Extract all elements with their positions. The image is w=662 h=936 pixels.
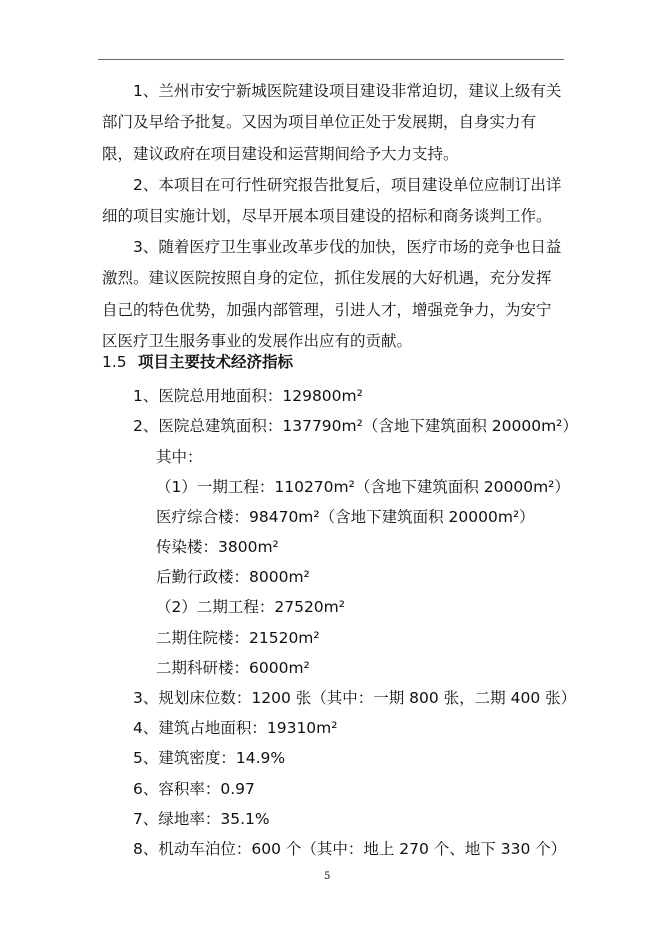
list-item: 7、绿地率：35.1% bbox=[133, 810, 270, 828]
list-item: 4、建筑占地面积：19310m² bbox=[133, 719, 338, 737]
list-item: 后勤行政楼：8000m² bbox=[156, 568, 310, 586]
list-item: （1）一期工程：110270m²（含地下建筑面积 20000m²） bbox=[156, 478, 570, 496]
section-number: 1.5 bbox=[102, 353, 127, 371]
paragraph-2: 2、本项目在可行性研究报告批复后，项目建设单位应制订出详细的项目实施计划，尽早开展本项目建设的招标和商务谈判工作。 bbox=[102, 176, 562, 226]
list-item: 二期住院楼：21520m² bbox=[156, 629, 320, 647]
header-rule bbox=[98, 59, 564, 60]
page-number: 5 bbox=[324, 871, 331, 882]
list-item: 传染楼：3800m² bbox=[156, 538, 279, 556]
paragraph-1: 1、兰州市安宁新城医院建设项目建设非常迫切，建议上级有关部门及早给予批复。又因为项目单位正处于发展期，自身实力有限，建议政府在项目建设和运营期间给予大力支持。 bbox=[102, 82, 562, 163]
list-item: 医疗综合楼：98470m²（含地下建筑面积 20000m²） bbox=[156, 508, 535, 526]
list-item: 2、医院总建筑面积：137790m²（含地下建筑面积 20000m²） bbox=[133, 417, 578, 435]
list-item: 8、机动车泊位：600 个（其中：地上 270 个、地下 330 个） bbox=[133, 840, 567, 858]
list-item: 6、容积率：0.97 bbox=[133, 780, 255, 798]
list-item: 1、医院总用地面积：129800m² bbox=[133, 387, 363, 405]
list-item: （2）二期工程：27520m² bbox=[156, 598, 345, 616]
list-item: 3、规划床位数：1200 张（其中：一期 800 张，二期 400 张） bbox=[133, 689, 577, 707]
list-item: 5、建筑密度：14.9% bbox=[133, 749, 286, 767]
paragraph-3: 3、随着医疗卫生事业改革步伐的加快，医疗市场的竞争也日益激烈。建议医院按照自身的定位，抓住发展的大好机遇，充分发挥自己的特色优势，加强内部管理，引进人才，增强竞争力，为安宁区医疗卫生服务事业的发展作出应有的贡献。 bbox=[102, 238, 562, 351]
list-item: 二期科研楼：6000m² bbox=[156, 659, 310, 677]
list-item: 其中： bbox=[156, 448, 203, 466]
section-title: 项目主要技术经济指标 bbox=[138, 353, 294, 371]
